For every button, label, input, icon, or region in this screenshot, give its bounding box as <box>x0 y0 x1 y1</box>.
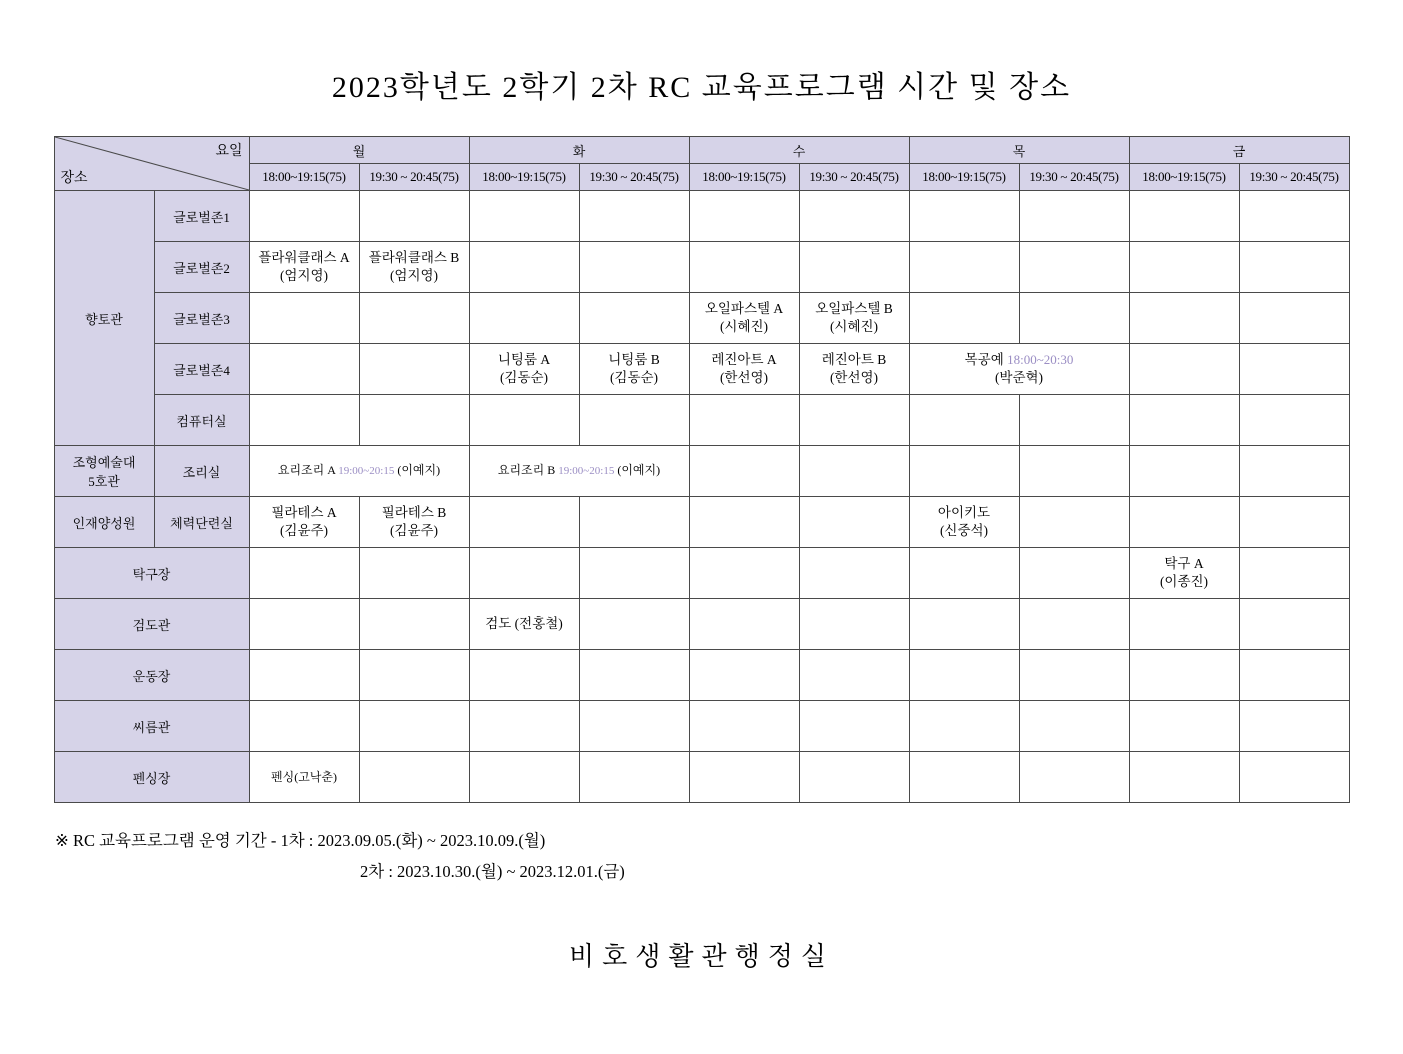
cell-fitness-wed-2 <box>799 497 909 548</box>
cell-fencing-wed-2 <box>799 752 909 803</box>
cell-pingpong-thu-2 <box>1019 548 1129 599</box>
cell-ssireum-thu-1 <box>909 701 1019 752</box>
cell-ssireum-wed-1 <box>689 701 799 752</box>
cell-ssireum-mon-1 <box>249 701 359 752</box>
cell-fencing-thu-1 <box>909 752 1019 803</box>
cell-globalzone1-tue-1 <box>469 191 579 242</box>
cell-kitchen-thu-1 <box>909 446 1019 497</box>
place-label-ssireum: 씨름관 <box>54 701 249 752</box>
cell-field-wed-1 <box>689 650 799 701</box>
cell-fencing-thu-2 <box>1019 752 1129 803</box>
cell-pingpong-fri-1 <box>1129 548 1239 599</box>
table-row <box>54 650 1349 701</box>
cell-ssireum-wed-2 <box>799 701 909 752</box>
program-entry <box>470 615 579 633</box>
time-header-fri-1: 18:00~19:15(75) <box>1129 164 1239 191</box>
table-row <box>54 242 1349 293</box>
cell-pingpong-fri-2 <box>1239 548 1349 599</box>
cell-kendo-thu-1 <box>909 599 1019 650</box>
note-line-1: ※ RC 교육프로그램 운영 기간 - 1차 : 2023.09.05.(화) ~ 2023.10.09.(월) <box>55 831 546 850</box>
program-teacher: (한선영) <box>719 370 769 385</box>
table-row <box>54 497 1349 548</box>
program-entry <box>690 300 799 336</box>
cell-kendo-tue-2 <box>579 599 689 650</box>
cell-field-mon-1 <box>249 650 359 701</box>
cell-globalzone2-tue-1 <box>469 242 579 293</box>
program-name: 오일파스텔 B <box>815 300 893 316</box>
building-label-hyangtogwan: 향토관 <box>54 191 154 446</box>
program-teacher: (김윤주) <box>279 523 329 538</box>
program-entry <box>250 504 359 540</box>
cell-globalzone3-mon-1 <box>249 293 359 344</box>
program-teacher: (한선영) <box>829 370 879 385</box>
cell-ssireum-fri-2 <box>1239 701 1349 752</box>
cell-computerroom-mon-1 <box>249 395 359 446</box>
cell-globalzone4-wed-1 <box>689 344 799 395</box>
cell-kendo-wed-2 <box>799 599 909 650</box>
cell-globalzone2-fri-2 <box>1239 242 1349 293</box>
building-label-art5 <box>54 446 154 497</box>
program-teacher: (김윤주) <box>389 523 439 538</box>
room-label-kitchen: 조리실 <box>154 446 249 497</box>
table-row <box>54 548 1349 599</box>
program-teacher: (박준혁) <box>994 370 1044 385</box>
cell-fencing-mon-2 <box>359 752 469 803</box>
cell-field-thu-2 <box>1019 650 1129 701</box>
place-axis-label: 장소 <box>60 171 88 186</box>
cell-computerroom-thu-1 <box>909 395 1019 446</box>
program-name: 요리조리 B <box>497 463 556 478</box>
cell-computerroom-wed-2 <box>799 395 909 446</box>
program-teacher: (신중석) <box>939 523 989 538</box>
program-name: 요리조리 A <box>277 463 336 478</box>
cell-globalzone4-tue-2 <box>579 344 689 395</box>
cell-globalzone1-fri-2 <box>1239 191 1349 242</box>
program-entry <box>580 351 689 387</box>
cell-globalzone2-mon-2 <box>359 242 469 293</box>
cell-field-fri-1 <box>1129 650 1239 701</box>
program-entry <box>910 351 1129 387</box>
cell-fitness-tue-1 <box>469 497 579 548</box>
program-entry <box>498 463 660 477</box>
day-header-mon: 월 <box>249 137 469 164</box>
table-row <box>54 293 1349 344</box>
cell-globalzone2-wed-2 <box>799 242 909 293</box>
cell-kendo-mon-2 <box>359 599 469 650</box>
cell-pingpong-tue-1 <box>469 548 579 599</box>
cell-globalzone4-fri-2 <box>1239 344 1349 395</box>
program-name: 플라워클래스 B <box>368 249 460 265</box>
footer-office-name: 비호생활관행정실 <box>569 941 834 971</box>
cell-kendo-tue-1 <box>469 599 579 650</box>
cell-globalzone3-fri-1 <box>1129 293 1239 344</box>
cell-kitchen-wed-2 <box>799 446 909 497</box>
table-row <box>54 446 1349 497</box>
page-title: 2023학년도 2학기 2차 RC 교육프로그램 시간 및 장소 <box>331 71 1072 104</box>
program-name: 검도 (전홍철) <box>485 615 563 631</box>
cell-globalzone4-fri-1 <box>1129 344 1239 395</box>
cell-fitness-mon-2 <box>359 497 469 548</box>
cell-kitchen-tue-span <box>469 446 689 497</box>
time-header-tue-2: 19:30 ~ 20:45(75) <box>579 164 689 191</box>
program-teacher: (엄지영) <box>389 268 439 283</box>
table-corner-header <box>54 137 249 191</box>
program-time: 18:00~20:30 <box>1007 351 1074 367</box>
program-teacher: (시혜진) <box>829 319 879 334</box>
cell-computerroom-tue-2 <box>579 395 689 446</box>
cell-globalzone4-mon-2 <box>359 344 469 395</box>
time-header-wed-2: 19:30 ~ 20:45(75) <box>799 164 909 191</box>
table-row <box>54 344 1349 395</box>
cell-fitness-mon-1 <box>249 497 359 548</box>
note-line-2: 2차 : 2023.10.30.(월) ~ 2023.12.01.(금) <box>360 862 625 882</box>
cell-computerroom-mon-2 <box>359 395 469 446</box>
cell-globalzone2-wed-1 <box>689 242 799 293</box>
building-label-art5-line1: 조형예술대 <box>72 455 136 470</box>
building-label-injae: 인재양성원 <box>54 497 154 548</box>
cell-fitness-tue-2 <box>579 497 689 548</box>
cell-globalzone3-thu-1 <box>909 293 1019 344</box>
cell-globalzone1-tue-2 <box>579 191 689 242</box>
cell-globalzone1-fri-1 <box>1129 191 1239 242</box>
cell-field-fri-2 <box>1239 650 1349 701</box>
cell-ssireum-tue-2 <box>579 701 689 752</box>
cell-computerroom-thu-2 <box>1019 395 1129 446</box>
program-name: 레진아트 A <box>711 351 777 367</box>
cell-computerroom-wed-1 <box>689 395 799 446</box>
cell-globalzone2-tue-2 <box>579 242 689 293</box>
cell-globalzone1-thu-2 <box>1019 191 1129 242</box>
cell-ssireum-mon-2 <box>359 701 469 752</box>
cell-kendo-thu-2 <box>1019 599 1129 650</box>
program-entry <box>250 249 359 285</box>
program-time: 19:00~20:15 <box>558 465 615 478</box>
cell-computerroom-fri-2 <box>1239 395 1349 446</box>
program-name: 레진아트 B <box>821 351 887 367</box>
cell-pingpong-mon-1 <box>249 548 359 599</box>
cell-pingpong-tue-2 <box>579 548 689 599</box>
table-row <box>54 701 1349 752</box>
cell-field-mon-2 <box>359 650 469 701</box>
program-name: 오일파스텔 A <box>704 300 784 316</box>
program-entry <box>910 504 1019 540</box>
place-label-field: 운동장 <box>54 650 249 701</box>
cell-fitness-thu-1 <box>909 497 1019 548</box>
program-teacher: (이종진) <box>1159 574 1209 589</box>
cell-globalzone4-wed-2 <box>799 344 909 395</box>
cell-kitchen-thu-2 <box>1019 446 1129 497</box>
program-teacher: (이예지) <box>397 463 441 478</box>
building-label-art5-line2: 5호관 <box>88 474 120 489</box>
room-label-globalzone4: 글로벌존4 <box>154 344 249 395</box>
notes-block <box>55 825 1403 888</box>
cell-fitness-fri-1 <box>1129 497 1239 548</box>
program-name: 니팅룸 A <box>497 351 551 367</box>
cell-kitchen-wed-1 <box>689 446 799 497</box>
table-row <box>54 599 1349 650</box>
program-name-with-time <box>498 463 614 477</box>
cell-fencing-fri-1 <box>1129 752 1239 803</box>
cell-fitness-fri-2 <box>1239 497 1349 548</box>
room-label-globalzone3: 글로벌존3 <box>154 293 249 344</box>
day-header-wed: 수 <box>689 137 909 164</box>
cell-globalzone1-mon-1 <box>249 191 359 242</box>
day-header-thu: 목 <box>909 137 1129 164</box>
program-name: 필라테스 A <box>271 504 337 520</box>
cell-kendo-fri-1 <box>1129 599 1239 650</box>
table-row <box>54 752 1349 803</box>
program-teacher: (김동순) <box>499 370 549 385</box>
program-entry <box>278 463 440 477</box>
cell-kitchen-fri-1 <box>1129 446 1239 497</box>
cell-globalzone1-thu-1 <box>909 191 1019 242</box>
cell-kendo-fri-2 <box>1239 599 1349 650</box>
cell-globalzone2-fri-1 <box>1129 242 1239 293</box>
cell-field-tue-2 <box>579 650 689 701</box>
cell-globalzone3-fri-2 <box>1239 293 1349 344</box>
cell-globalzone4-tue-1 <box>469 344 579 395</box>
cell-fitness-wed-1 <box>689 497 799 548</box>
cell-fencing-tue-2 <box>579 752 689 803</box>
program-teacher: (이예지) <box>617 463 661 478</box>
schedule-table <box>54 136 1350 803</box>
program-name-with-time <box>278 463 394 477</box>
time-header-mon-2: 19:30 ~ 20:45(75) <box>359 164 469 191</box>
cell-fencing-wed-1 <box>689 752 799 803</box>
time-header-tue-1: 18:00~19:15(75) <box>469 164 579 191</box>
room-label-fitness: 체력단련실 <box>154 497 249 548</box>
cell-globalzone1-wed-1 <box>689 191 799 242</box>
cell-fencing-mon-1 <box>249 752 359 803</box>
cell-kendo-wed-1 <box>689 599 799 650</box>
program-name: 목공예 <box>964 351 1004 367</box>
cell-field-thu-1 <box>909 650 1019 701</box>
cell-computerroom-fri-1 <box>1129 395 1239 446</box>
program-teacher: (김동순) <box>609 370 659 385</box>
program-entry <box>360 249 469 285</box>
time-header-thu-2: 19:30 ~ 20:45(75) <box>1019 164 1129 191</box>
cell-field-tue-1 <box>469 650 579 701</box>
cell-globalzone3-tue-1 <box>469 293 579 344</box>
time-header-wed-1: 18:00~19:15(75) <box>689 164 799 191</box>
cell-globalzone3-mon-2 <box>359 293 469 344</box>
program-name: 플라워클래스 A <box>258 249 350 265</box>
cell-ssireum-tue-1 <box>469 701 579 752</box>
program-teacher: (시혜진) <box>719 319 769 334</box>
cell-globalzone3-wed-1 <box>689 293 799 344</box>
cell-kitchen-fri-2 <box>1239 446 1349 497</box>
day-header-fri: 금 <box>1129 137 1349 164</box>
cell-pingpong-wed-2 <box>799 548 909 599</box>
program-entry <box>690 351 799 387</box>
cell-pingpong-wed-1 <box>689 548 799 599</box>
time-header-mon-1: 18:00~19:15(75) <box>249 164 359 191</box>
cell-kitchen-mon-span <box>249 446 469 497</box>
program-name-with-time <box>910 351 1129 369</box>
program-entry <box>360 504 469 540</box>
cell-ssireum-fri-1 <box>1129 701 1239 752</box>
cell-globalzone2-mon-1 <box>249 242 359 293</box>
cell-ssireum-thu-2 <box>1019 701 1129 752</box>
program-entry <box>800 351 909 387</box>
cell-globalzone3-wed-2 <box>799 293 909 344</box>
program-name: 필라테스 B <box>381 504 447 520</box>
time-header-thu-1: 18:00~19:15(75) <box>909 164 1019 191</box>
cell-fencing-fri-2 <box>1239 752 1349 803</box>
table-row <box>54 395 1349 446</box>
program-entry <box>1130 555 1239 591</box>
room-label-globalzone1: 글로벌존1 <box>154 191 249 242</box>
program-teacher: (엄지영) <box>279 268 329 283</box>
cell-computerroom-tue-1 <box>469 395 579 446</box>
program-entry <box>470 351 579 387</box>
table-row <box>54 191 1349 242</box>
day-axis-label: 요일 <box>215 144 243 159</box>
place-label-fencing: 펜싱장 <box>54 752 249 803</box>
program-name: 니팅룸 B <box>608 351 660 367</box>
cell-pingpong-thu-1 <box>909 548 1019 599</box>
room-label-globalzone2: 글로벌존2 <box>154 242 249 293</box>
cell-globalzone3-tue-2 <box>579 293 689 344</box>
cell-globalzone3-thu-2 <box>1019 293 1129 344</box>
program-name: 탁구 A <box>1164 555 1204 571</box>
cell-field-wed-2 <box>799 650 909 701</box>
place-label-pingpong: 탁구장 <box>54 548 249 599</box>
time-header-fri-2: 19:30 ~ 20:45(75) <box>1239 164 1349 191</box>
program-name: 아이키도 <box>937 504 991 520</box>
cell-globalzone2-thu-2 <box>1019 242 1129 293</box>
program-entry <box>271 770 337 784</box>
cell-pingpong-mon-2 <box>359 548 469 599</box>
document-page <box>0 62 1403 1054</box>
cell-globalzone1-wed-2 <box>799 191 909 242</box>
cell-fitness-thu-2 <box>1019 497 1129 548</box>
cell-globalzone1-mon-2 <box>359 191 469 242</box>
place-label-kendo: 검도관 <box>54 599 249 650</box>
cell-globalzone4-mon-1 <box>249 344 359 395</box>
program-entry <box>800 300 909 336</box>
cell-kendo-mon-1 <box>249 599 359 650</box>
cell-globalzone2-thu-1 <box>909 242 1019 293</box>
program-time: 19:00~20:15 <box>338 465 395 478</box>
cell-globalzone4-thu-span <box>909 344 1129 395</box>
cell-fencing-tue-1 <box>469 752 579 803</box>
program-name: 펜싱(고낙춘) <box>271 769 337 784</box>
day-header-tue: 화 <box>469 137 689 164</box>
room-label-computerroom: 컴퓨터실 <box>154 395 249 446</box>
